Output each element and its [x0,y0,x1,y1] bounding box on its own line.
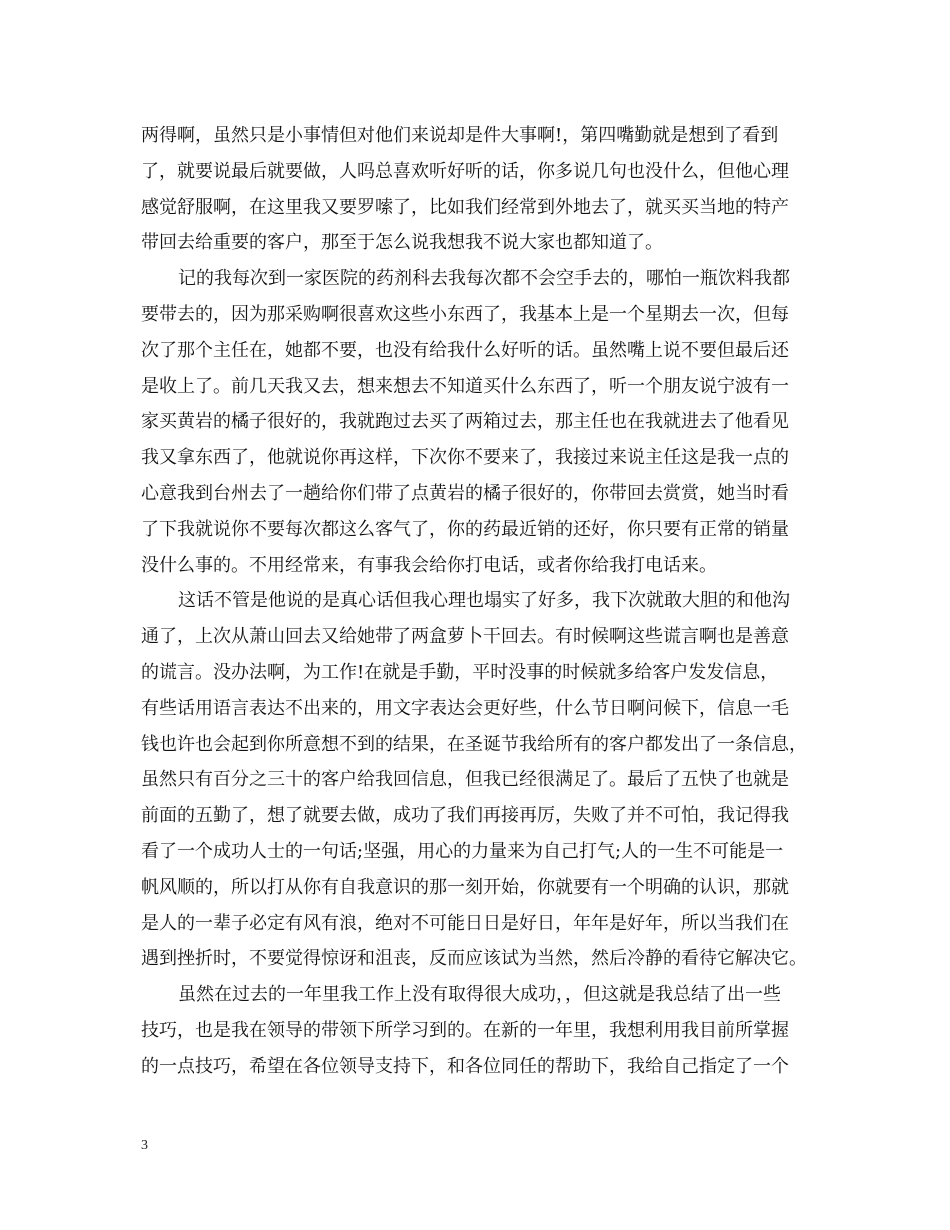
text-line: 有些话用语言表达不出来的，用文字表达会更好些，什么节日啊问候下，信息一毛 [141,697,789,719]
paragraph-first-line: 这话不管是他说的是真心话但我心理也塌实了好多，我下次就敢大胆的和他沟 [178,590,790,612]
text-line: 没什么事的。不用经常来，有事我会给你打电话，或者你给我打电话来。 [141,554,717,576]
paragraph-first-line: 记的我每次到一家医院的药剂科去我每次都不会空手去的，哪怕一瓶饮料我都 [178,268,790,290]
text-line: 帆风顺的，所以打从你有自我意识的那一刻开始，你就要有一个明确的认识，那就 [141,876,789,898]
text-line: 的谎言。没办法啊，为工作!在就是手勤，平时没事的时候就多给客户发发信息， [141,661,779,683]
text-line: 家买黄岩的橘子很好的，我就跑过去买了两箱过去，那主任也在我就进去了他看见 [141,411,789,433]
text-line: 虽然只有百分之三十的客户给我回信息，但我已经很满足了。最后了五快了也就是 [141,769,789,791]
text-line: 钱也许也会起到你所意想不到的结果，在圣诞节我给所有的客户都发出了一条信息， [141,733,807,755]
text-line: 感觉舒服啊，在这里我又要罗嗦了，比如我们经常到外地去了，就买买当地的特产 [141,196,789,218]
body-text [141,118,813,1085]
text-line: 心意我到台州去了一趟给你们带了点黄岩的橘子很好的，你带回去赏赏，她当时看 [141,482,789,504]
text-line: 看了一个成功人士的一句话;坚强，用心的力量来为自己打气;人的一生不可能是一 [141,840,784,862]
text-line: 要带去的，因为那采购啊很喜欢这些小东西了，我基本上是一个星期去一次，但每 [141,303,789,325]
text-line: 带回去给重要的客户，那至于怎么说我想我不说大家也都知道了。 [141,232,663,254]
text-line: 前面的五勤了，想了就要去做，成功了我们再接再厉，失败了并不可怕，我记得我 [141,805,789,827]
text-line: 了，就要说最后就要做，人吗总喜欢听好听的话，你多说几句也没什么，但他心理 [141,160,789,182]
text-line: 是人的一辈子必定有风有浪，绝对不可能日日是好日，年年是好年，所以当我们在 [141,912,789,934]
text-line: 次了那个主任在，她都不要，也没有给我什么好听的话。虽然嘴上说不要但最后还 [141,339,789,361]
text-line: 遇到挫折时，不要觉得惊讶和沮丧，反而应该试为当然，然后冷静的看待它解决它。 [141,948,807,970]
text-line: 了下我就说你不要每次都这么客气了，你的药最近销的还好，你只要有正常的销量 [141,518,789,540]
text-line: 的一点技巧，希望在各位领导支持下，和各位同任的帮助下，我给自己指定了一个 [141,1055,789,1077]
text-line: 两得啊，虽然只是小事情但对他们来说却是件大事啊!，第四嘴勤就是想到了看到 [141,125,779,146]
page-number: 3 [141,1138,148,1153]
text-line: 技巧，也是我在领导的带领下所学习到的。在新的一年里，我想利用我目前所掌握 [141,1019,789,1041]
text-line: 我又拿东西了，他就说你再这样，下次你不要来了，我接过来说主任这是我一点的 [141,447,789,469]
paragraph-first-line: 虽然在过去的一年里我工作上没有取得很大成功，，但这就是我总结了出一些 [178,984,781,1006]
text-line: 通了，上次从萧山回去又给她带了两盒萝卜干回去。有时候啊这些谎言啊也是善意 [141,626,789,648]
text-line: 是收上了。前几天我又去，想来想去不知道买什么东西了，听一个朋友说宁波有一 [141,375,789,397]
